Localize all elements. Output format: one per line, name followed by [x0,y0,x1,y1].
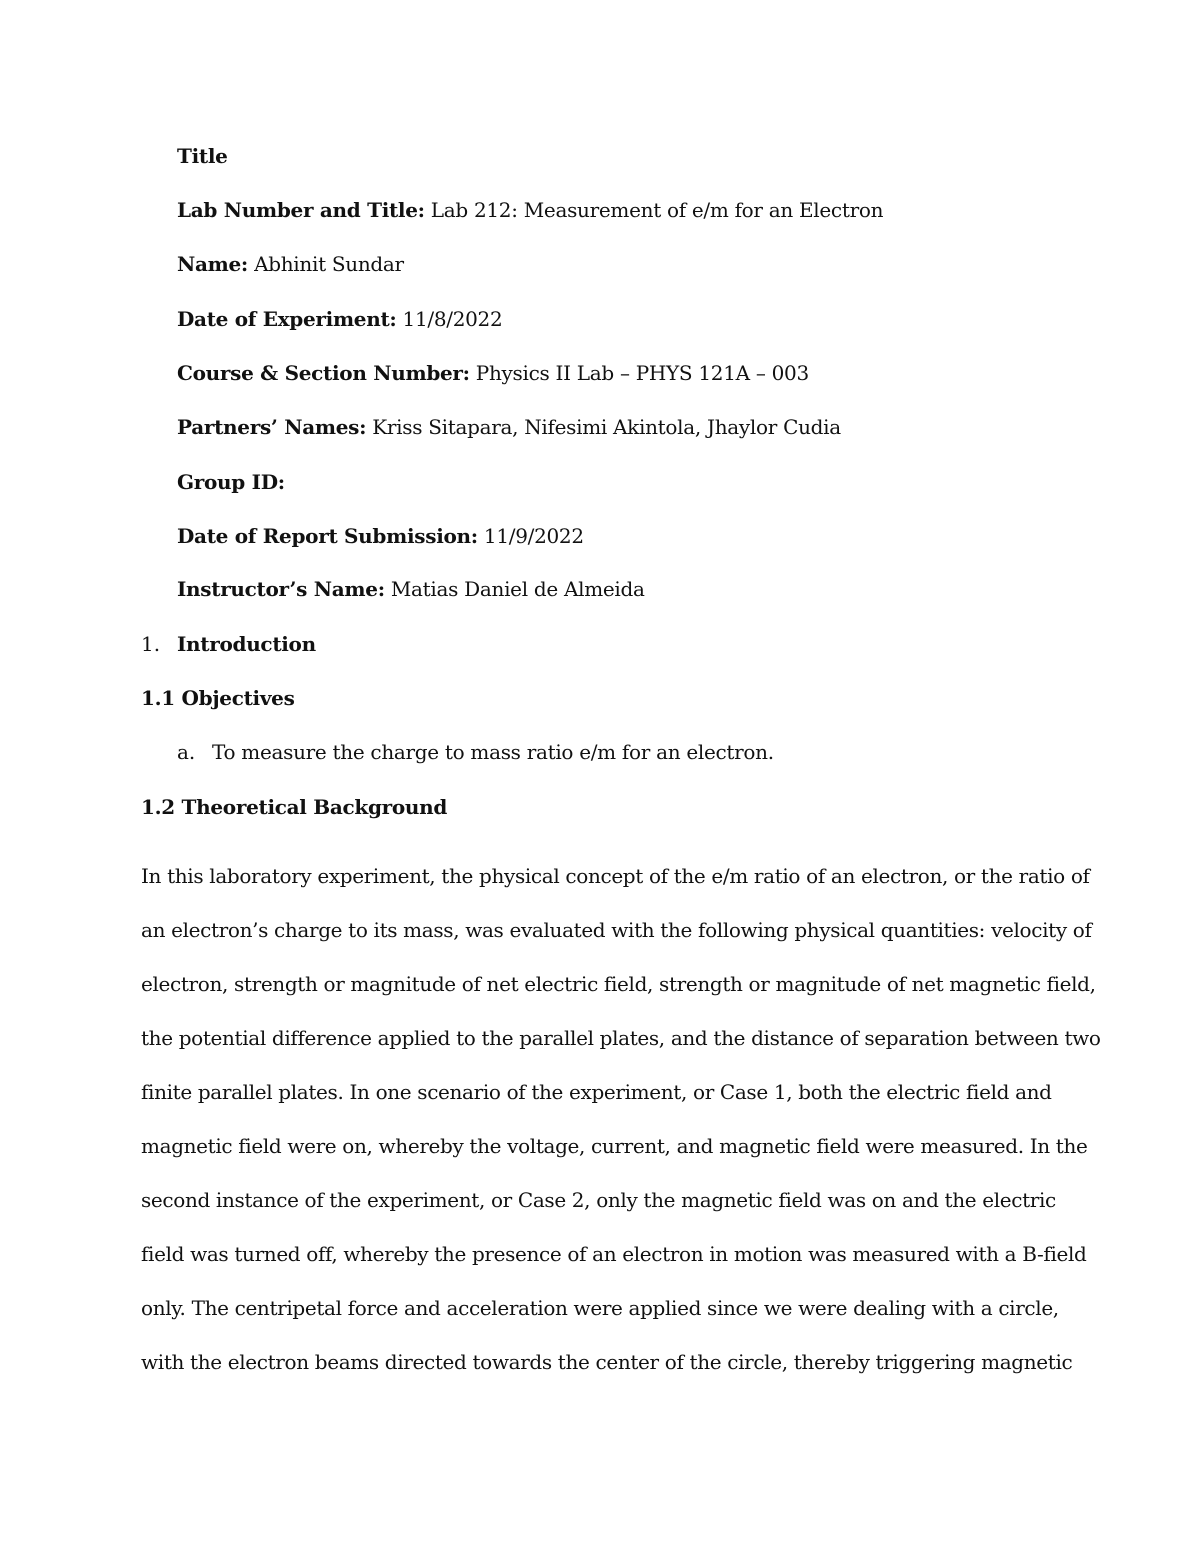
field-instructor-name [177,577,645,601]
field-value: 11/9/2022 [477,524,584,548]
document-title: Title [177,144,228,168]
field-date-of-experiment [177,307,502,331]
paragraph-line: magnetic field were on, whereby the voltage, current, and magnetic field were measured. In the [141,1134,1088,1158]
field-value: Abhinit Sundar [248,252,404,276]
paragraph-line: electron, strength or magnitude of net electric field, strength or magnitude of net magnetic field, [141,972,1096,996]
field-label: Course & Section Number: [177,361,470,385]
paragraph-line: with the electron beams directed towards the center of the circle, thereby triggering magnetic [141,1350,1073,1374]
field-label: Group ID: [177,470,285,494]
field-value: 11/8/2022 [396,307,503,331]
field-label: Lab Number and Title: [177,198,425,222]
subsection-heading-objectives: 1.1 Objectives [141,686,295,710]
field-value: Lab 212: Measurement of e/m for an Electron [424,198,884,222]
field-name [177,252,404,276]
paragraph-line: an electron’s charge to its mass, was evaluated with the following physical quantities: velocity of [141,918,1092,942]
field-value: Physics II Lab – PHYS 121A – 003 [469,361,809,385]
list-marker: a. [177,740,196,764]
field-label: Partners’ Names: [177,415,367,439]
field-label: Date of Experiment: [177,307,397,331]
field-label: Instructor’s Name: [177,577,385,601]
section-number: 1. [141,632,161,656]
subsection-heading-theoretical-background: 1.2 Theoretical Background [141,795,448,819]
paragraph-line: only. The centripetal force and acceleration were applied since we were dealing with a circle, [141,1296,1059,1320]
paragraph-line: second instance of the experiment, or Case 2, only the magnetic field was on and the electric [141,1188,1056,1212]
field-label: Date of Report Submission: [177,524,478,548]
field-lab-number-title [177,198,883,222]
section-heading-introduction: Introduction [177,632,316,656]
field-value: Kriss Sitapara, Nifesimi Akintola, Jhaylor Cudia [366,415,841,439]
paragraph-line: finite parallel plates. In one scenario of the experiment, or Case 1, both the electric field and [141,1080,1052,1104]
field-group-id [177,470,285,494]
list-item: To measure the charge to mass ratio e/m for an electron. [212,740,774,764]
paragraph-line: the potential difference applied to the parallel plates, and the distance of separation between two [141,1026,1101,1050]
field-partners-names [177,415,841,439]
field-date-of-submission [177,524,584,548]
field-course-section [177,361,809,385]
field-label: Name: [177,252,249,276]
paragraph-line: field was turned off, whereby the presence of an electron in motion was measured with a B-field [141,1242,1087,1266]
field-value: Matias Daniel de Almeida [384,577,645,601]
paragraph-line: In this laboratory experiment, the physical concept of the e/m ratio of an electron, or the ratio of [141,864,1090,888]
